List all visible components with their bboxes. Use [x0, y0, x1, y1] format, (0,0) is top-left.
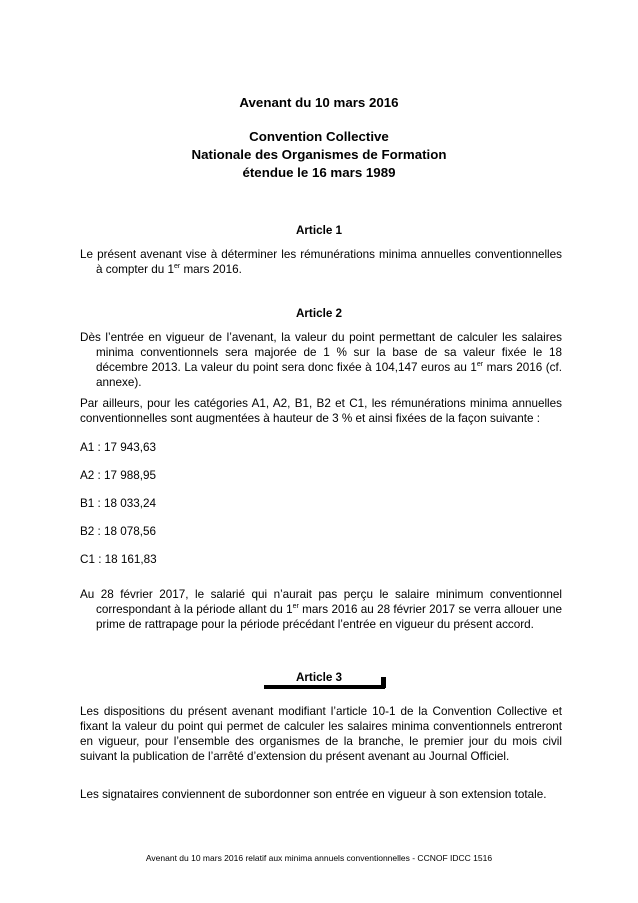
article-1-text-a: Le présent avenant vise à déterminer les rémunérations minima annuelles conventionnelles à compter du 1	[80, 248, 562, 276]
article-2-p3-sup: er	[292, 603, 299, 611]
amount-a1: A1 : 17 943,63	[80, 441, 157, 454]
amount-a2: A2 : 17 988,95	[80, 469, 157, 482]
article-2-p1-sup: er	[476, 361, 484, 369]
article-1-sup: er	[173, 263, 181, 271]
article-1-title: Article 1	[295, 224, 343, 237]
article-1-text-b: mars 2016.	[180, 263, 242, 276]
convention-title-line2: Nationale des Organismes de Formation	[191, 147, 447, 162]
amount-b2: B2 : 18 078,56	[80, 525, 157, 538]
article-3-paragraph-1: Les dispositions du présent avenant modifiant l’article 10-1 de la Convention Collective et fixant la valeur du point qui permet de calculer les salaires minima conventionnels entreront en vigueur, pour l’ensemble des organismes de la branche, le premier jour du mois civil suivant la publication de l’arrêté d’extension du présent avenant au Journal Officiel.	[80, 705, 562, 763]
article-2-paragraph-2: Par ailleurs, pour les catégories A1, A2, B1, B2 et C1, les rémunérations minima annuelles conventionnelles sont augmentées à hauteur de 3 % et ainsi fixées de la façon suivante :	[80, 397, 562, 425]
article-2-p3-text-b: mars 2016 au 28 février 2017 se verra allouer une prime de rattrapage pour la période précédant l’entrée en vigueur du présent accord.	[96, 603, 562, 631]
amount-b1: B1 : 18 033,24	[80, 497, 157, 510]
article-2-p1-text-b: mars 2016 (cf. annexe).	[96, 361, 562, 389]
amendment-title: Avenant du 10 mars 2016	[239, 95, 399, 110]
convention-title-line1: Convention Collective	[249, 129, 389, 144]
amount-c1: C1 : 18 161,83	[80, 553, 157, 566]
article-3-underline-bar	[264, 685, 385, 689]
convention-title-line3: étendue le 16 mars 1989	[242, 165, 396, 180]
article-2-paragraph-3	[80, 587, 562, 632]
article-2-p1-text-a: Dès l’entrée en vigueur de l’avenant, la valeur du point permettant de calculer les salaires minima conventionnels sera majorée de 1 % sur la base de sa valeur fixée le 18 décembre 2013. La valeur du point sera donc fixée à 104,147 euros au 1	[80, 331, 562, 374]
article-3-bar-mark	[381, 677, 386, 688]
page-footer: Avenant du 10 mars 2016 relatif aux minima annuels conventionnelles - CCNOF IDCC 1516	[145, 853, 493, 863]
article-1-paragraph	[80, 247, 562, 277]
article-3-title: Article 3	[295, 671, 343, 684]
article-2-p3-text-a: Au 28 février 2017, le salarié qui n’aurait pas perçu le salaire minimum conventionnel correspondant à la période allant du 1	[80, 588, 562, 616]
article-3-paragraph-2: Les signataires conviennent de subordonner son entrée en vigueur à son extension totale.	[80, 788, 547, 801]
article-2-paragraph-1	[80, 330, 562, 390]
article-2-title: Article 2	[295, 307, 343, 320]
